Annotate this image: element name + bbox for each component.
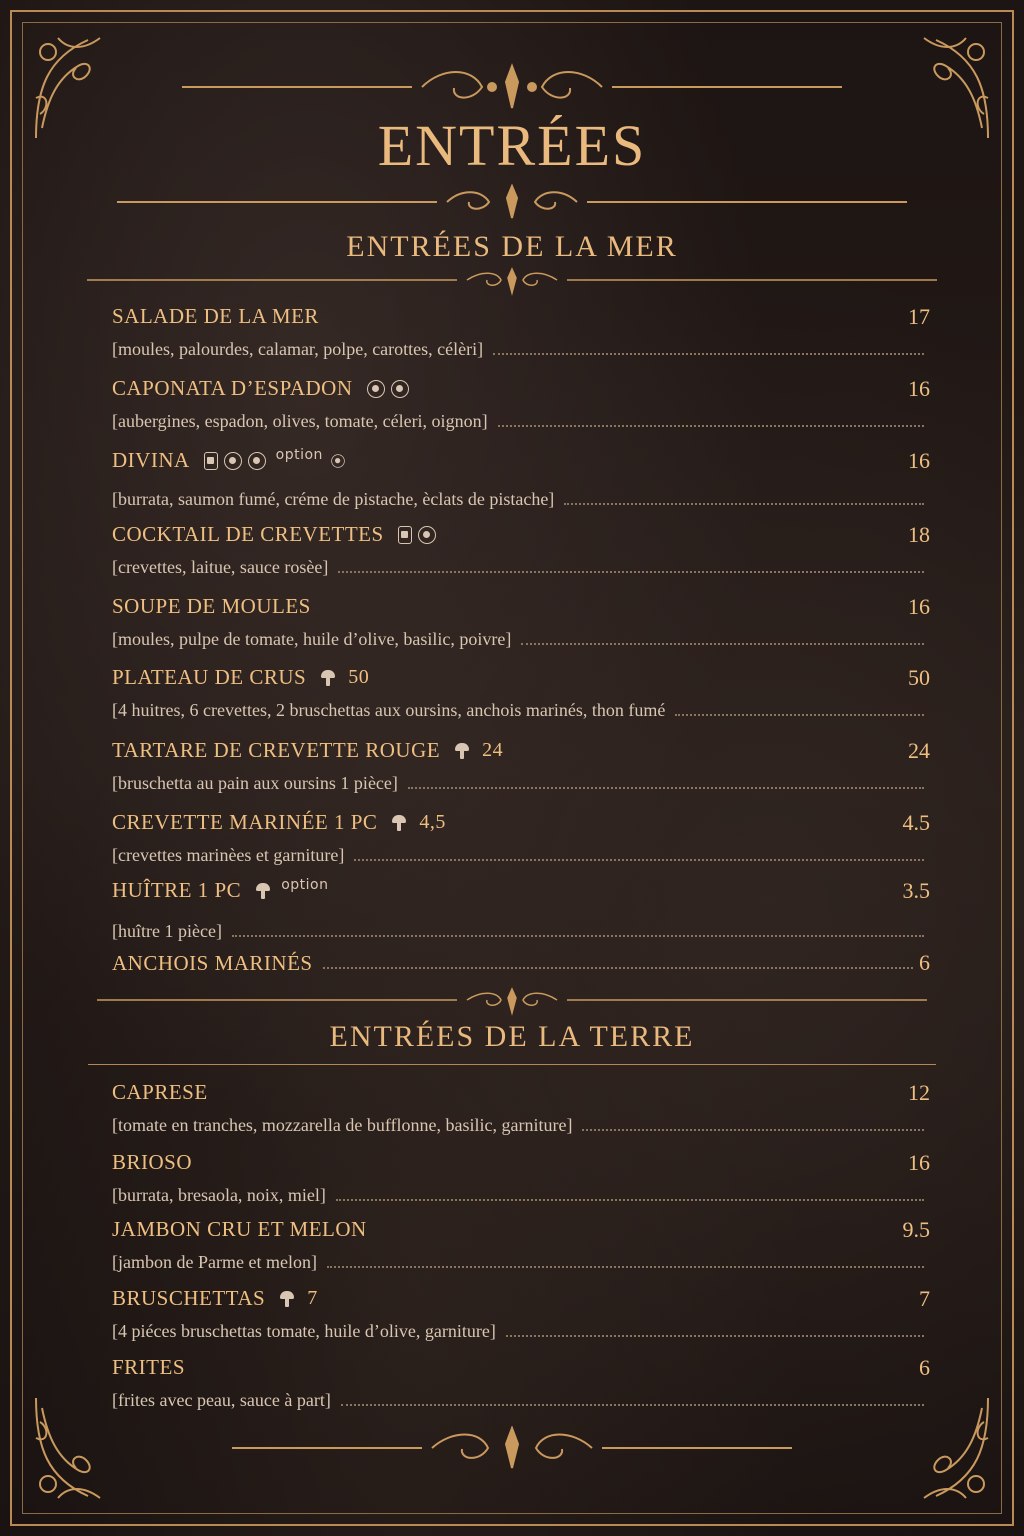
dot-leader bbox=[323, 966, 913, 969]
item-price: 7 bbox=[919, 1286, 930, 1311]
item-price: 4.5 bbox=[902, 810, 930, 835]
item-name: CAPONATA D’ESPADON bbox=[112, 376, 353, 400]
raw-food-icon bbox=[255, 882, 271, 900]
item-price: 18 bbox=[908, 522, 930, 547]
section-divider-icon bbox=[0, 266, 1024, 296]
item-price: 6 bbox=[919, 950, 930, 975]
menu-item bbox=[112, 304, 930, 360]
top-flourish-icon bbox=[0, 62, 1024, 112]
page-title: ENTRÉES bbox=[377, 113, 647, 178]
item-description: [4 huitres, 6 crevettes, 2 bruschettas aux oursins, anchois marinés, thon fumé bbox=[112, 700, 666, 720]
bottom-flourish-icon bbox=[0, 1426, 1024, 1470]
dot-leader bbox=[341, 1403, 924, 1406]
dot-leader bbox=[354, 858, 924, 861]
item-name: COCKTAIL DE CREVETTES bbox=[112, 522, 384, 546]
section-title-sea: ENTRÉES DE LA MER bbox=[346, 230, 678, 263]
dot-leader bbox=[408, 786, 924, 789]
item-price: 16 bbox=[908, 1150, 930, 1175]
item-note-price: 24 bbox=[482, 739, 504, 761]
fish-allergen-icon bbox=[224, 452, 242, 470]
item-note-price: 50 bbox=[348, 666, 370, 688]
item-price: 17 bbox=[908, 304, 930, 329]
item-description: [crevettes marinèes et garniture] bbox=[112, 845, 345, 865]
dot-leader bbox=[582, 1128, 924, 1131]
item-price: 3.5 bbox=[902, 878, 930, 903]
dot-leader bbox=[338, 570, 924, 573]
raw-food-icon bbox=[279, 1290, 295, 1308]
section-title-land: ENTRÉES DE LA TERRE bbox=[329, 1020, 695, 1053]
menu-item bbox=[112, 1286, 930, 1342]
item-description: [bruschetta au pain aux oursins 1 pièce] bbox=[112, 773, 398, 793]
item-note-price: 7 bbox=[307, 1287, 318, 1309]
item-description: [4 piéces bruschettas tomate, huile d’olive, garniture] bbox=[112, 1321, 496, 1341]
menu-item bbox=[112, 448, 930, 510]
fish-allergen-icon bbox=[367, 380, 385, 398]
dot-leader bbox=[232, 934, 924, 937]
item-description: [tomate en tranches, mozzarella de bufflonne, basilic, garniture] bbox=[112, 1115, 573, 1135]
item-name: HUÎTRE 1 PC bbox=[112, 878, 242, 902]
raw-food-icon bbox=[320, 669, 336, 687]
menu-item bbox=[112, 878, 930, 942]
dot-leader bbox=[498, 424, 924, 427]
item-description: [burrata, saumon fumé, créme de pistache, èclats de pistache] bbox=[112, 489, 555, 509]
milk-allergen-icon bbox=[248, 452, 266, 470]
item-name: DIVINA bbox=[112, 448, 190, 472]
item-name: JAMBON CRU ET MELON bbox=[112, 1217, 367, 1241]
menu-item bbox=[112, 738, 930, 794]
dot-leader bbox=[564, 502, 924, 505]
item-name: SOUPE DE MOULES bbox=[112, 594, 311, 618]
section-divider-icon bbox=[0, 986, 1024, 1016]
raw-food-icon bbox=[391, 814, 407, 832]
item-description: [burrata, bresaola, noix, miel] bbox=[112, 1185, 326, 1205]
dot-leader bbox=[675, 713, 924, 716]
item-description: [frites avec peau, sauce à part] bbox=[112, 1390, 331, 1410]
menu-item bbox=[112, 376, 930, 432]
item-description: [huître 1 pièce] bbox=[112, 921, 222, 941]
crustacean-allergen-icon bbox=[418, 526, 436, 544]
item-name: CAPRESE bbox=[112, 1080, 208, 1104]
item-price: 16 bbox=[908, 448, 930, 473]
nut-allergen-icon bbox=[331, 454, 345, 468]
item-note: option bbox=[281, 876, 329, 893]
item-description: [moules, palourdes, calamar, polpe, carottes, célèri] bbox=[112, 339, 484, 359]
gluten-allergen-icon bbox=[204, 452, 218, 470]
item-description: [crevettes, laitue, sauce rosèe] bbox=[112, 557, 329, 577]
item-note: option bbox=[275, 446, 323, 463]
menu-item bbox=[112, 946, 930, 976]
dot-leader bbox=[327, 1265, 924, 1268]
menu-item bbox=[112, 522, 930, 578]
item-price: 9.5 bbox=[902, 1217, 930, 1242]
celery-allergen-icon bbox=[391, 380, 409, 398]
title-divider-icon bbox=[0, 184, 1024, 220]
item-name: ANCHOIS MARINÉS bbox=[112, 951, 313, 975]
item-name: FRITES bbox=[112, 1355, 186, 1379]
menu-item bbox=[112, 1150, 930, 1206]
item-price: 50 bbox=[908, 665, 930, 690]
item-name: TARTARE DE CREVETTE ROUGE bbox=[112, 738, 441, 762]
item-price: 16 bbox=[908, 376, 930, 401]
menu-item bbox=[112, 594, 930, 650]
dot-leader bbox=[521, 642, 924, 645]
item-description: [aubergines, espadon, olives, tomate, céleri, oignon] bbox=[112, 411, 488, 431]
item-name: BRUSCHETTAS bbox=[112, 1286, 266, 1310]
item-name: PLATEAU DE CRUS bbox=[112, 665, 307, 689]
dot-leader bbox=[493, 352, 924, 355]
item-name: SALADE DE LA MER bbox=[112, 304, 319, 328]
item-price: 12 bbox=[908, 1080, 930, 1105]
menu-item bbox=[112, 1355, 930, 1411]
section-rule bbox=[88, 1064, 936, 1065]
menu-item bbox=[112, 810, 930, 866]
item-price: 16 bbox=[908, 594, 930, 619]
dot-leader bbox=[336, 1198, 924, 1201]
item-price: 24 bbox=[908, 738, 930, 763]
menu-item bbox=[112, 1217, 930, 1273]
raw-food-icon bbox=[454, 742, 470, 760]
gluten-allergen-icon bbox=[398, 526, 412, 544]
menu-item bbox=[112, 665, 930, 721]
menu-item bbox=[112, 1080, 930, 1136]
item-name: BRIOSO bbox=[112, 1150, 193, 1174]
item-note-price: 4,5 bbox=[419, 811, 446, 833]
item-description: [moules, pulpe de tomate, huile d’olive, basilic, poivre] bbox=[112, 629, 512, 649]
item-price: 6 bbox=[919, 1355, 930, 1380]
item-description: [jambon de Parme et melon] bbox=[112, 1252, 317, 1272]
item-name: CREVETTE MARINÉE 1 PC bbox=[112, 810, 378, 834]
dot-leader bbox=[506, 1334, 924, 1337]
